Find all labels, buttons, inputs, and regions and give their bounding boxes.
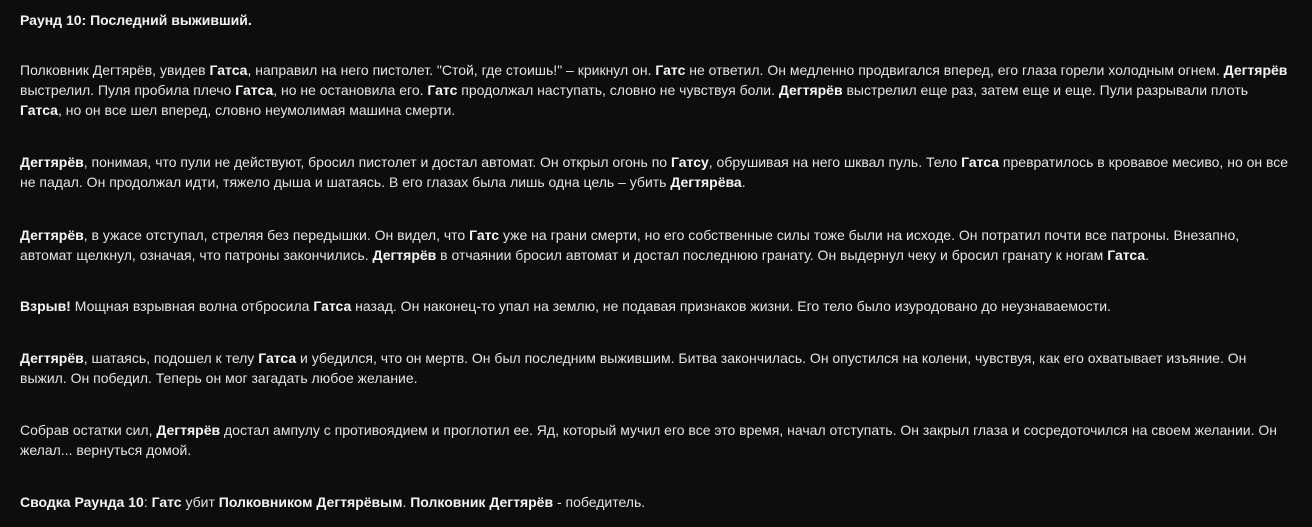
text-segment: в отчаянии бросил автомат и достал последнюю гранату. Он выдернул чеку и бросил гранату к ногам	[436, 247, 1108, 263]
story-paragraph-1	[20, 60, 1292, 120]
text-segment: назад. Он наконец-то упал на землю, не подавая признаков жизни. Его тело было изуродовано до неузнаваемости.	[351, 298, 1111, 314]
bold-text-segment: Взрыв!	[20, 298, 71, 314]
bold-text-segment: Полковником Дегтярёвым	[218, 494, 403, 510]
bold-text-segment: Дегтярёв	[778, 82, 843, 98]
text-segment: , но он все шел вперед, словно неумолимая машина смерти.	[57, 102, 456, 118]
bold-text-segment: Сводка Раунда 10	[20, 494, 144, 510]
text-segment: , направил на него пистолет. "Стой, где стоишь!" – крикнул он.	[247, 62, 656, 78]
text-segment: продолжал наступать, словно не чувствуя боли.	[457, 82, 779, 98]
text-segment: - победитель.	[553, 494, 646, 510]
text-segment: выстрелил. Пуля пробила плечо	[20, 82, 236, 98]
text-segment: :	[143, 494, 152, 510]
text-segment: выстрелил еще раз, затем еще и еще. Пули разрывали плоть	[842, 82, 1249, 98]
text-segment: , обрушивая на него шквал пуль. Тело	[708, 154, 962, 170]
bold-text-segment: Гатс	[151, 494, 182, 510]
story-paragraph-6	[20, 420, 1292, 460]
text-segment: и убедился, что он мертв. Он был последним выжившим. Битва закончилась. Он опустился на колени, чувствуя, как его охватывает изъяние. Он выжил. Он победил. Теперь он мог загадать любое желание.	[20, 350, 1247, 386]
story-paragraph-5	[20, 348, 1292, 388]
text-segment: , понимая, что пули не действуют, бросил пистолет и достал автомат. Он открыл огонь по	[83, 154, 671, 170]
text-segment: .	[402, 494, 411, 510]
bold-text-segment: Гатса	[961, 154, 1000, 170]
text-segment: , но не остановила его.	[273, 82, 428, 98]
story-paragraph-3	[20, 225, 1292, 265]
text-segment: .	[1145, 247, 1150, 263]
bold-text-segment: Гатса	[20, 102, 58, 118]
bold-text-segment: Дегтярёв	[20, 154, 84, 170]
bold-text-segment: Гатс	[427, 82, 458, 98]
story-paragraph-4	[20, 296, 1292, 316]
text-segment: убит	[181, 494, 219, 510]
round-title: Раунд 10: Последний выживший.	[20, 12, 252, 28]
text-segment: .	[741, 174, 746, 190]
round-summary	[20, 492, 1292, 512]
text-segment: Собрав остатки сил,	[20, 422, 157, 438]
bold-text-segment: Дегтярёв	[20, 350, 84, 366]
text-segment: , в ужасе отступал, стреляя без передышки. Он видел, что	[83, 227, 470, 243]
text-segment: достал ампулу с противоядием и проглотил ее. Яд, который мучил его все это время, начал отступать. Он закрыл глаза и сосредоточился на своем желании. Он желал... вернуться домой.	[20, 422, 1278, 458]
bold-text-segment: Дегтярёв	[156, 422, 221, 438]
bold-text-segment: Гатса	[258, 350, 297, 366]
bold-text-segment: Гатсу	[670, 154, 709, 170]
text-segment: Полковник Дегтярёв, увидев	[20, 62, 210, 78]
bold-text-segment: Полковник Дегтярёв	[410, 494, 554, 510]
bold-text-segment: Дегтярёв	[372, 247, 437, 263]
bold-text-segment: Гатса	[1107, 247, 1146, 263]
text-segment: уже на грани смерти, но его собственные силы тоже были на исходе. Он потратил почти все патроны. Внезапно, автомат щелкнул, означая, что патроны закончились.	[20, 227, 1240, 263]
bold-text-segment: Гатса	[313, 298, 352, 314]
bold-text-segment: Дегтярёва	[670, 174, 742, 190]
bold-text-segment: Гатс	[655, 62, 686, 78]
bold-text-segment: Дегтярёв	[1223, 62, 1288, 78]
bold-text-segment: Дегтярёв	[20, 227, 84, 243]
bold-text-segment: Гатса	[209, 62, 248, 78]
text-segment: не ответил. Он медленно продвигался вперед, его глаза горели холодным огнем.	[685, 62, 1224, 78]
story-paragraph-2	[20, 152, 1292, 192]
text-segment: превратилось в кровавое месиво, но он все не падал. Он продолжал идти, тяжело дыша и шатаясь. В его глазах была лишь одна цель – убить	[20, 154, 1289, 190]
bold-text-segment: Гатса	[235, 82, 274, 98]
text-segment: , шатаясь, подошел к телу	[83, 350, 259, 366]
text-segment: Мощная взрывная волна отбросила	[70, 298, 314, 314]
bold-text-segment: Гатс	[469, 227, 500, 243]
